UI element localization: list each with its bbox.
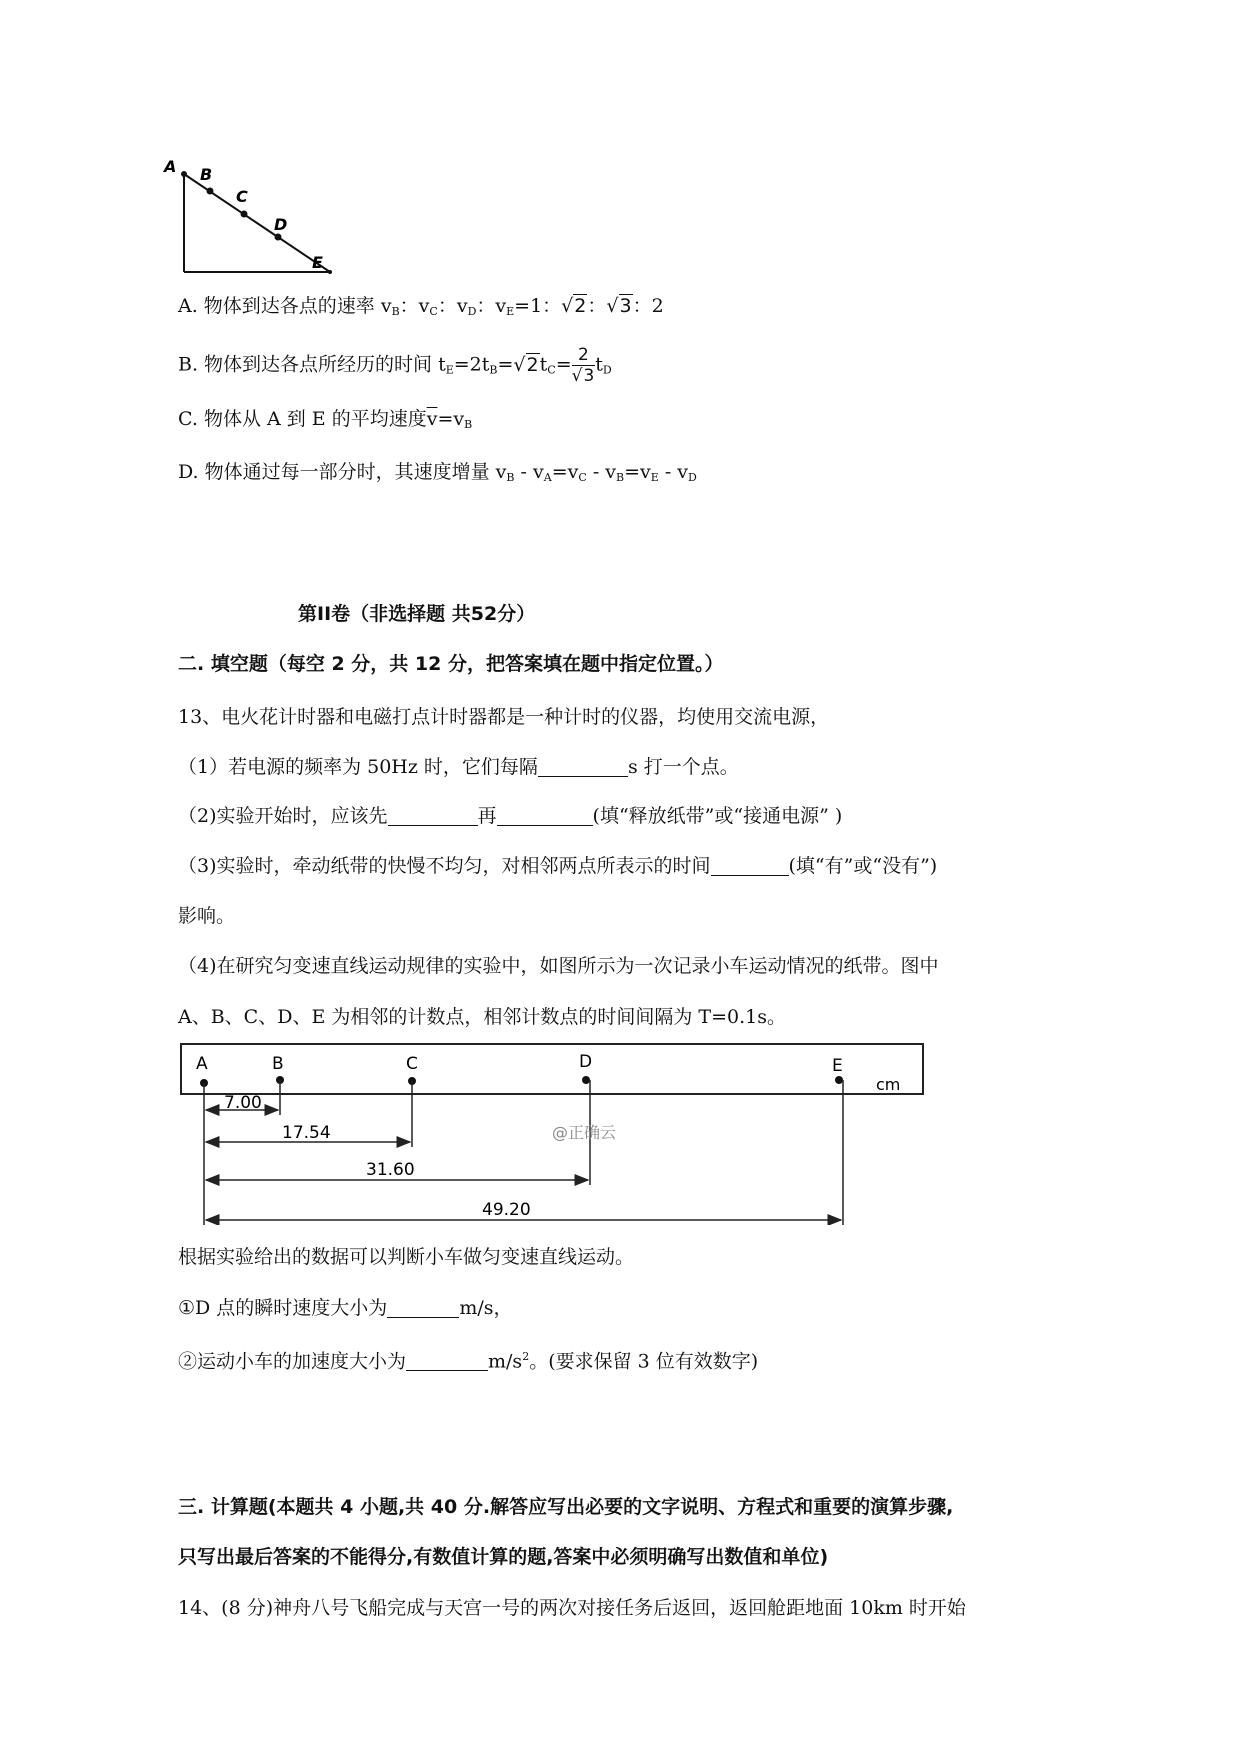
point-label-d: D: [274, 215, 288, 234]
section2-heading: 二. 填空题（每空 2 分，共 12 分，把答案填在题中指定位置。）: [178, 653, 724, 675]
option-a: A. 物体到达各点的速率 $v_B$：$v_C$：$v_D$：$v_E=1$：√2：√3：2: [178, 292, 664, 326]
distance-ab: 7.00: [224, 1093, 262, 1113]
watermark: @正确云: [552, 1123, 617, 1142]
section2-title: 第II卷（非选择题 共52分）: [298, 603, 536, 625]
tape-point-b: B: [272, 1054, 284, 1074]
paper-tape-figure: [170, 1035, 940, 1225]
q13-part3: （3)实验时，牵动纸带的快慢不均匀，对相邻两点所表示的时间 (填“有”或“没有”): [178, 855, 938, 877]
tape-point-d: D: [579, 1052, 593, 1072]
answer-blank[interactable]: [388, 805, 478, 826]
sqrt-symbol: √2: [513, 353, 539, 376]
tape-unit: cm: [876, 1075, 901, 1094]
answer-blank[interactable]: [497, 805, 593, 826]
tape-point-a: A: [196, 1054, 208, 1074]
q13-after: 根据实验给出的数据可以判断小车做匀变速直线运动。: [178, 1246, 635, 1268]
distance-ac: 17.54: [282, 1123, 331, 1143]
q13-part4-cont: A、B、C、D、E 为相邻的计数点，相邻计数点的时间间隔为 T=0.1s。: [178, 1006, 786, 1028]
section3-heading-line2: 只写出最后答案的不能得分,有数值计算的题,答案中必须明确写出数值和单位): [178, 1546, 829, 1568]
point-label-b: B: [200, 165, 213, 184]
tape-point-c: C: [406, 1054, 418, 1074]
q13-sub2: ②运动小车的加速度大小为 $m/s^2$。(要求保留 3 位有效数字): [178, 1350, 759, 1373]
q13-part2: （2)实验开始时，应该先 再 (填“释放纸带”或“接通电源” ): [178, 805, 843, 827]
option-c: C. 物体从 A 到 E 的平均速度$\overline{v}=v_B$: [178, 408, 473, 431]
tape-point-e: E: [832, 1056, 843, 1076]
distance-ad: 31.60: [366, 1160, 415, 1180]
sqrt-symbol: √3: [606, 295, 632, 317]
q14-text: 14、(8 分)神舟八号飞船完成与天宫一号的两次对接任务后返回，返回舱距地面 10km 时开始: [178, 1597, 966, 1619]
option-d: D. 物体通过每一部分时，其速度增量 $v_B - v_A=v_C - v_B=v_E - v_D$: [178, 461, 697, 484]
q13-part3-cont: 影响。: [178, 905, 236, 927]
q13-part1: （1）若电源的频率为 50Hz 时，它们每隔 s 打一个点。: [178, 756, 739, 778]
answer-blank[interactable]: [538, 756, 628, 777]
fraction: $\frac{2}{√3}$: [571, 345, 595, 386]
q13-intro: 13、电火花计时器和电磁打点计时器都是一种计时的仪器，均使用交流电源，: [178, 706, 830, 728]
point-label-e: E: [312, 253, 323, 272]
answer-blank[interactable]: [406, 1350, 488, 1371]
section3-heading-line1: 三. 计算题(本题共 4 小题,共 40 分.解答应写出必要的文字说明、方程式和重要的演算步骤,: [178, 1496, 954, 1518]
answer-blank[interactable]: [711, 855, 789, 876]
point-label-c: C: [236, 187, 248, 206]
point-label-a: A: [164, 157, 177, 176]
distance-ae: 49.20: [482, 1200, 531, 1220]
q13-part4: （4)在研究匀变速直线运动规律的实验中，如图所示为一次记录小车运动情况的纸带。图中: [178, 955, 939, 977]
tape-points: [200, 1076, 843, 1087]
sqrt-symbol: √2: [561, 295, 587, 317]
q13-sub1: ①D 点的瞬时速度大小为 m/s，: [178, 1297, 513, 1319]
option-b: B. 物体到达各点所经历的时间 $t_E=2t_B=√2t_C=$ $\frac{2}{√3}$ $t_D$: [178, 345, 612, 386]
answer-blank[interactable]: [387, 1297, 459, 1318]
inclined-plane-figure: [160, 150, 360, 280]
